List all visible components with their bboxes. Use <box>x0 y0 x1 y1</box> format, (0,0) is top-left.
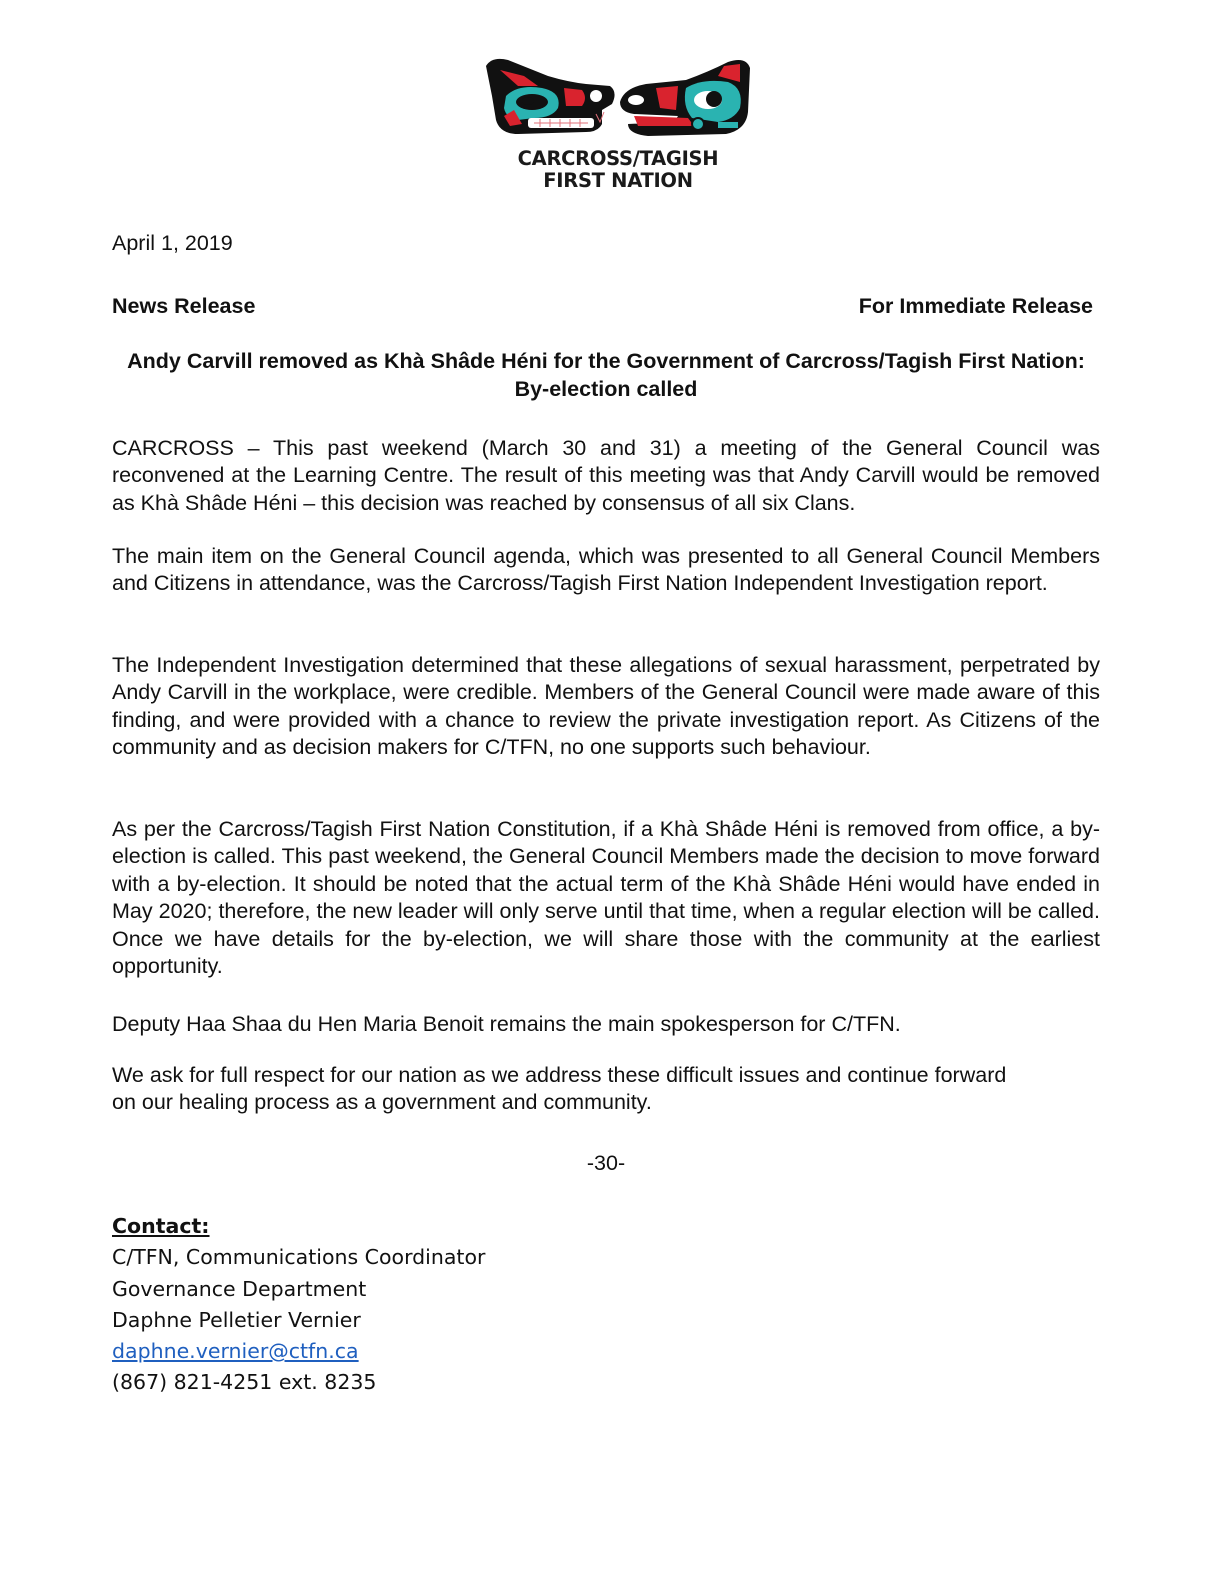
body-paragraph: The main item on the General Council agenda, which was presented to all General Council Members and Citizens in attendance, was the Carcross/Tagish First Nation Independent Investigation report. <box>112 544 1100 596</box>
contact-department: Governance Department <box>112 1276 367 1301</box>
logo-org-name-line2: FIRST NATION <box>543 169 693 192</box>
contact-block <box>112 1211 485 1399</box>
body-paragraph: We ask for full respect for our nation as we address these difficult issues and continue forward on our healing process as a government and community. <box>112 1063 1007 1115</box>
body-paragraph: The Independent Investigation determined that these allegations of sexual harassment, perpetrated by Andy Carvill in the workplace, were credible. Members of the General Council were made aware of this finding, and were provided with a chance to review the private investigation report. As Citizens of the community and as decision makers for C/TFN, no one supports such behaviour. <box>112 653 1100 760</box>
release-date: April 1, 2019 <box>112 231 233 255</box>
organization-logo <box>478 52 758 194</box>
raven-figure-icon <box>620 60 750 136</box>
contact-heading: Contact: <box>112 1214 210 1238</box>
logo-org-name-line1: CARCROSS/TAGISH <box>517 147 719 170</box>
body-paragraph: CARCROSS – This past weekend (March 30 and 31) a meeting of the General Council was reconvened at the Learning Centre. The result of this meeting was that Andy Carvill would be removed as Khà Shâde Héni – this decision was reached by consensus of all six Clans. <box>112 436 1100 515</box>
release-type-label: News Release <box>112 294 256 318</box>
contact-phone: (867) 821-4251 ext. 8235 <box>112 1370 377 1395</box>
wolf-figure-icon <box>486 59 615 134</box>
body-paragraph: As per the Carcross/Tagish First Nation Constitution, if a Khà Shâde Héni is removed from office, a by-election is called. This past weekend, the General Council Members made the decision to move forward with a by-election. It should be noted that the actual term of the Khà Shâde Héni would have ended in May 2020; therefore, the new leader will only serve until that time, when a regular election will be called. Once we have details for the by-election, we will share those with the community at the earliest opportunity. <box>112 817 1100 979</box>
release-timing-label: For Immediate Release <box>858 294 1093 318</box>
logo-emblem-icon <box>478 52 758 148</box>
body-paragraph: Deputy Haa Shaa du Hen Maria Benoit remains the main spokesperson for C/TFN. <box>112 1012 901 1036</box>
contact-title: C/TFN, Communications Coordinator <box>112 1245 486 1270</box>
headline: Andy Carvill removed as Khà Shâde Héni for the Government of Carcross/Tagish First Nation: By-election called <box>127 349 1085 401</box>
contact-name: Daphne Pelletier Vernier <box>112 1307 361 1332</box>
contact-email-link[interactable]: daphne.vernier@ctfn.ca <box>112 1339 359 1364</box>
end-of-release-mark: -30- <box>586 1151 626 1175</box>
